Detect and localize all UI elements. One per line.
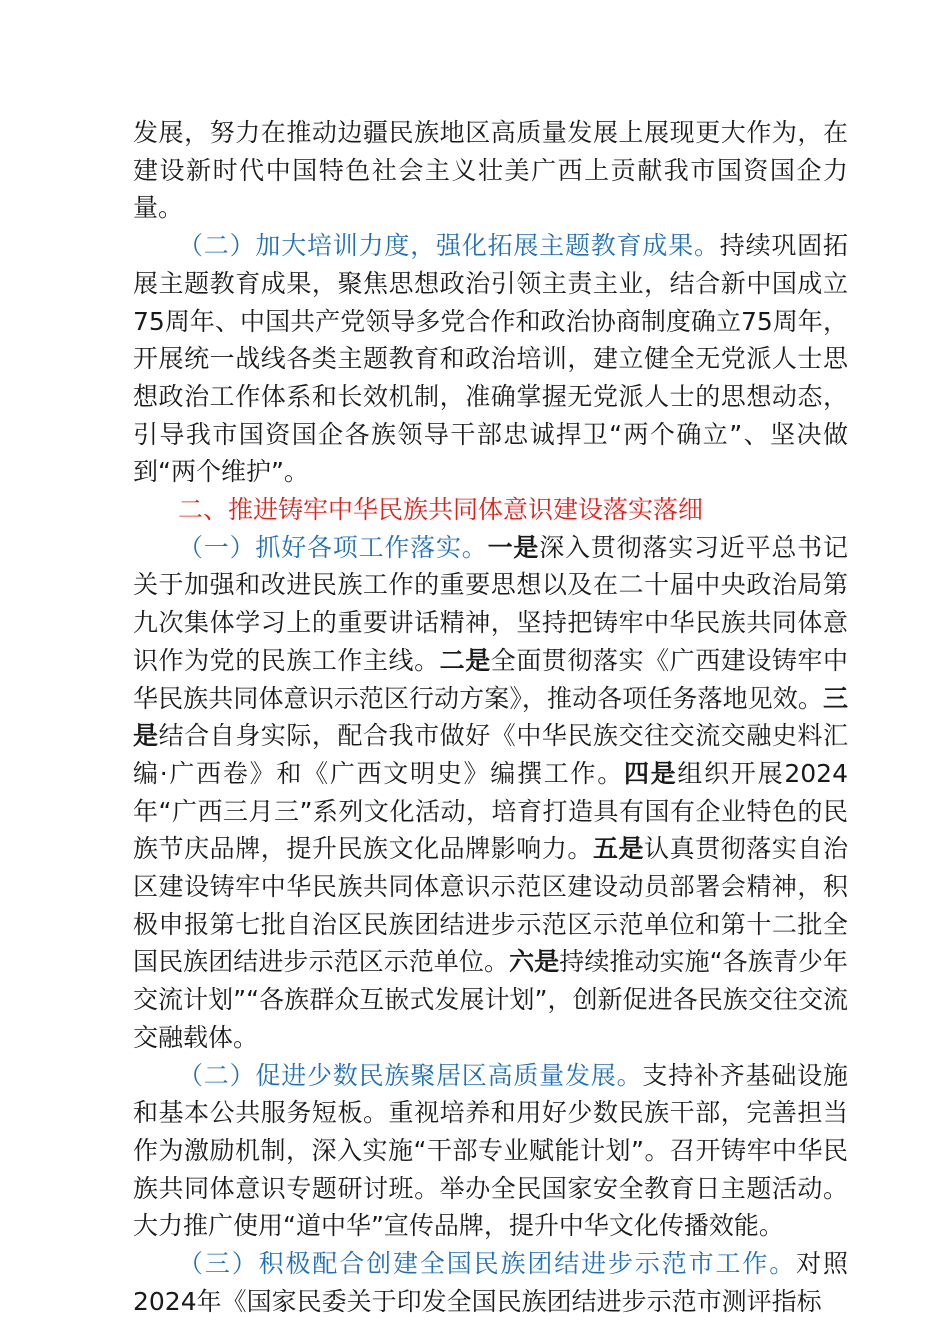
- paragraph-text: 认真贯彻落实自治区建设铸牢中华民族共同体意识示范区建设动员部署会精神，积极申报第七批自治区民族团结进步示范区示范单位和第十二批全国民族团结进步示范区示范单位。: [133, 834, 848, 977]
- paragraph-text: 持续巩固拓展主题教育成果，聚焦思想政治引领主责主业，结合新中国成立75周年、中国共产党领导多党合作和政治协商制度确立75周年，开展统一战线各类主题教育和政治培训，建立健全无党派人士思想政治工作体系和长效机制，准确掌握无党派人士的思想动态，引导我市国资国企各族领导干部忠诚捍卫“两个确立”、坚决做到“两个维护”。: [133, 231, 848, 487]
- paragraph-text: 结合自身实际，配合我市做好《中华民族交往交流交融史料汇编·广西卷》和《广西文明史》编撰工作。: [133, 721, 848, 788]
- paragraph-text: 持续推动实施“各族青少年交流计划”“各族群众互嵌式发展计划”，创新促进各民族交往交流交融载体。: [133, 947, 848, 1052]
- lead-term: 四是: [623, 758, 678, 788]
- paragraph-text: 对照2024年《国家民委关于印发全国民族团结进步示范市测评指标: [133, 1249, 848, 1316]
- lead-term: 一是: [487, 532, 540, 562]
- lead-term: 六是: [509, 947, 560, 977]
- paragraph-text: 发展，努力在推动边疆民族地区高质量发展上展现更大作为，在建设新时代中国特色社会主义壮美广西上贡献我市国资国企力量。: [133, 118, 848, 223]
- paragraph-minority-development: [133, 1057, 848, 1246]
- paragraph-text: 组织开展2024年“广西三月三”系列文化活动，培育打造具有国有企业特色的民族节庆品牌，提升民族文化品牌影响力。: [133, 758, 848, 864]
- paragraph-training: [133, 227, 848, 491]
- paragraph-text: 支持补齐基础设施和基本公共服务短板。重视培养和用好少数民族干部，完善担当作为激励机制，深入实施“干部专业赋能计划”。召开铸牢中华民族共同体意识专题研讨班。举办全民国家安全教育日主题活动。大力推广使用“道中华”宣传品牌，提升中华文化传播效能。: [133, 1060, 848, 1241]
- lead-term: 五是: [592, 834, 645, 864]
- section-heading: 二、推进铸牢中华民族共同体意识建设落实落细: [178, 495, 704, 525]
- paragraph-text: 深入贯彻落实习近平总书记关于加强和改进民族工作的重要思想以及在二十届中央政治局第九次集体学习上的重要讲话精神，坚持把铸牢中华民族共同体意识作为党的民族工作主线。: [133, 532, 848, 675]
- sub-heading-work-implementation: （一）抓好各项工作落实。: [178, 532, 488, 562]
- lead-term: 二是: [439, 645, 491, 675]
- sub-heading-demonstration-city: （三）积极配合创建全国民族团结进步示范市工作。: [178, 1249, 797, 1279]
- document-body: [133, 114, 848, 1321]
- sub-heading-minority-development: （二）促进少数民族聚居区高质量发展。: [178, 1060, 643, 1090]
- paragraph-text: 全面贯彻落实《广西建设铸牢中华民族共同体意识示范区行动方案》，推动各项任务落地见效。: [133, 645, 848, 713]
- paragraph-continuation: [133, 114, 848, 227]
- sub-heading-training: （二）加大培训力度，强化拓展主题教育成果。: [178, 231, 720, 261]
- lead-term: 三是: [133, 683, 848, 751]
- paragraph-demonstration-city: [133, 1245, 848, 1320]
- paragraph-work-implementation: [133, 529, 848, 1057]
